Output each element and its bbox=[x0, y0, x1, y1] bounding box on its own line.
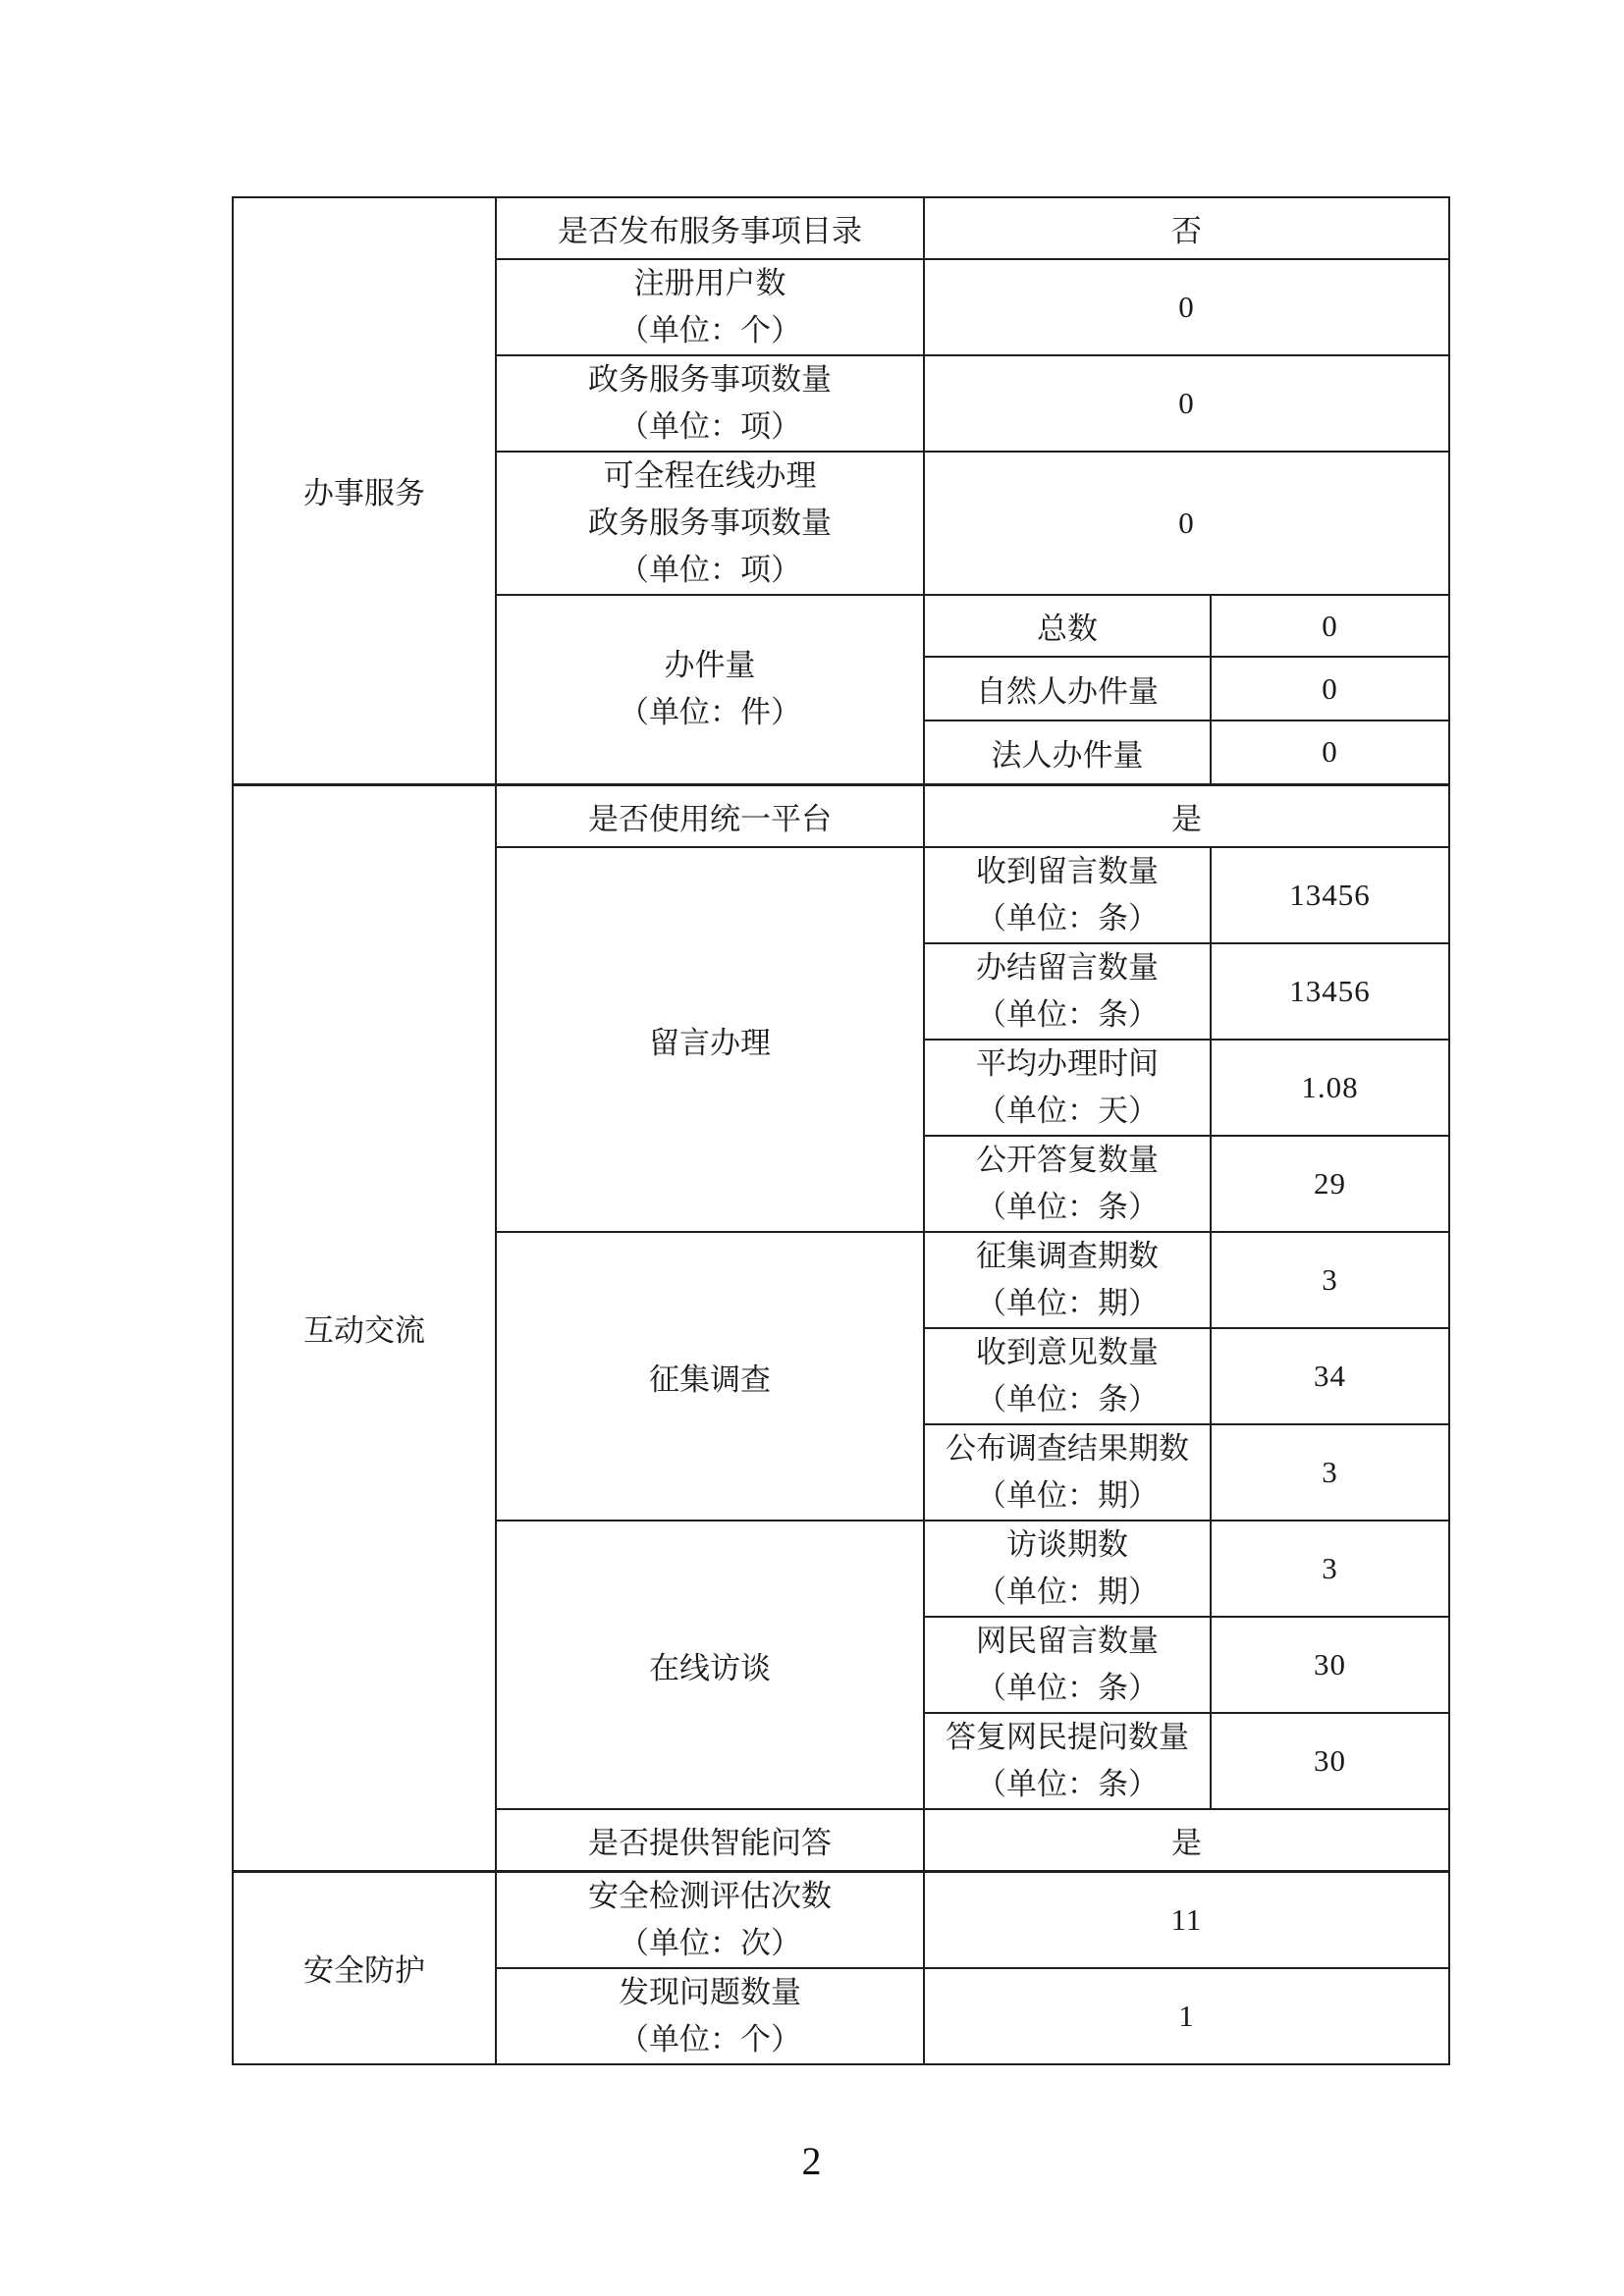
sub-metric-label-cell bbox=[924, 1617, 1211, 1713]
value-cell: 13456 bbox=[1211, 943, 1449, 1040]
sub-metric-label-cell: 法人办件量 bbox=[924, 721, 1211, 784]
category-cell-service: 办事服务 bbox=[233, 197, 496, 784]
sub-metric-label-cell bbox=[924, 1232, 1211, 1328]
metric-label-line: 政务服务事项数量 bbox=[588, 506, 832, 540]
group-label-line: 办件量 bbox=[664, 648, 756, 683]
sub-metric-label-cell bbox=[924, 1713, 1211, 1809]
metric-label-cell: 是否使用统一平台 bbox=[496, 784, 924, 847]
metric-label-line: 注册用户数 bbox=[633, 266, 786, 300]
metric-label-line: 办结留言数量 bbox=[976, 950, 1159, 985]
metric-unit-line: （单位：项） bbox=[619, 553, 801, 587]
value-cell: 1 bbox=[924, 1968, 1449, 2064]
metric-label-cell bbox=[496, 1871, 924, 1968]
value-cell: 30 bbox=[1211, 1617, 1449, 1713]
value-cell: 1.08 bbox=[1211, 1040, 1449, 1136]
value-cell: 0 bbox=[924, 452, 1449, 595]
report-table bbox=[232, 196, 1450, 2065]
value-cell: 0 bbox=[924, 355, 1449, 452]
value-cell: 3 bbox=[1211, 1424, 1449, 1521]
metric-label-cell bbox=[496, 1968, 924, 2064]
metric-unit-line: （单位：条） bbox=[976, 1767, 1159, 1801]
metric-label-line: 公布调查结果期数 bbox=[946, 1431, 1189, 1466]
value-cell: 0 bbox=[1211, 657, 1449, 721]
category-cell-security: 安全防护 bbox=[233, 1871, 496, 2064]
metric-unit-line: （单位：天） bbox=[976, 1094, 1159, 1128]
group-label-cell: 留言办理 bbox=[496, 847, 924, 1232]
sub-metric-label-cell bbox=[924, 1040, 1211, 1136]
metric-label-cell bbox=[496, 355, 924, 452]
value-cell: 是 bbox=[924, 1809, 1449, 1871]
sub-metric-label-cell bbox=[924, 1136, 1211, 1232]
metric-label-line: 收到留言数量 bbox=[976, 854, 1159, 888]
metric-unit-line: （单位：条） bbox=[976, 1382, 1159, 1416]
sub-metric-label-cell bbox=[924, 1424, 1211, 1521]
value-cell: 是 bbox=[924, 784, 1449, 847]
page-number: 2 bbox=[801, 2139, 823, 2183]
group-label-cell: 征集调查 bbox=[496, 1232, 924, 1521]
metric-label-line: 平均办理时间 bbox=[976, 1046, 1159, 1081]
metric-label-cell bbox=[496, 259, 924, 355]
metric-unit-line: （单位：条） bbox=[976, 1190, 1159, 1224]
value-cell: 3 bbox=[1211, 1232, 1449, 1328]
metric-unit-line: （单位：期） bbox=[976, 1575, 1159, 1609]
metric-label-line: 公开答复数量 bbox=[976, 1143, 1159, 1177]
sub-metric-label-cell bbox=[924, 1328, 1211, 1424]
metric-label-line: 网民留言数量 bbox=[976, 1624, 1159, 1658]
value-cell: 34 bbox=[1211, 1328, 1449, 1424]
metric-label-line: 发现问题数量 bbox=[619, 1974, 801, 2009]
value-cell: 11 bbox=[924, 1871, 1449, 1968]
sub-metric-label-cell: 总数 bbox=[924, 595, 1211, 657]
metric-unit-line: （单位：次） bbox=[619, 1925, 801, 1960]
metric-label-line: 访谈期数 bbox=[1006, 1527, 1128, 1562]
metric-label-line: 征集调查期数 bbox=[976, 1239, 1159, 1273]
value-cell: 0 bbox=[1211, 721, 1449, 784]
metric-unit-line: （单位：条） bbox=[976, 1671, 1159, 1705]
metric-unit-line: （单位：条） bbox=[976, 997, 1159, 1032]
value-cell: 0 bbox=[924, 259, 1449, 355]
sub-metric-label-cell bbox=[924, 943, 1211, 1040]
metric-label-line: 可全程在线办理 bbox=[603, 458, 817, 493]
value-cell: 3 bbox=[1211, 1521, 1449, 1617]
sub-metric-label-cell bbox=[924, 1521, 1211, 1617]
value-cell: 0 bbox=[1211, 595, 1449, 657]
metric-label-cell: 是否提供智能问答 bbox=[496, 1809, 924, 1871]
group-label-cell: 在线访谈 bbox=[496, 1521, 924, 1809]
group-unit-line: （单位：件） bbox=[619, 695, 801, 730]
metric-unit-line: （单位：条） bbox=[976, 901, 1159, 935]
metric-label-line: 收到意见数量 bbox=[976, 1335, 1159, 1369]
metric-unit-line: （单位：期） bbox=[976, 1286, 1159, 1320]
value-cell: 29 bbox=[1211, 1136, 1449, 1232]
metric-label-cell bbox=[496, 452, 924, 595]
metric-unit-line: （单位：项） bbox=[619, 409, 801, 444]
sub-metric-label-cell: 自然人办件量 bbox=[924, 657, 1211, 721]
metric-label-line: 答复网民提问数量 bbox=[946, 1720, 1189, 1754]
value-cell: 13456 bbox=[1211, 847, 1449, 943]
metric-label-line: 安全检测评估次数 bbox=[588, 1878, 832, 1913]
group-label-cell bbox=[496, 595, 924, 784]
metric-unit-line: （单位：期） bbox=[976, 1478, 1159, 1513]
value-cell: 30 bbox=[1211, 1713, 1449, 1809]
sub-metric-label-cell bbox=[924, 847, 1211, 943]
metric-label-line: 政务服务事项数量 bbox=[588, 362, 832, 397]
metric-unit-line: （单位：个） bbox=[619, 313, 801, 347]
metric-unit-line: （单位：个） bbox=[619, 2021, 801, 2056]
category-cell-interaction: 互动交流 bbox=[233, 784, 496, 1871]
metric-label-cell: 是否发布服务事项目录 bbox=[496, 197, 924, 259]
value-cell: 否 bbox=[924, 197, 1449, 259]
